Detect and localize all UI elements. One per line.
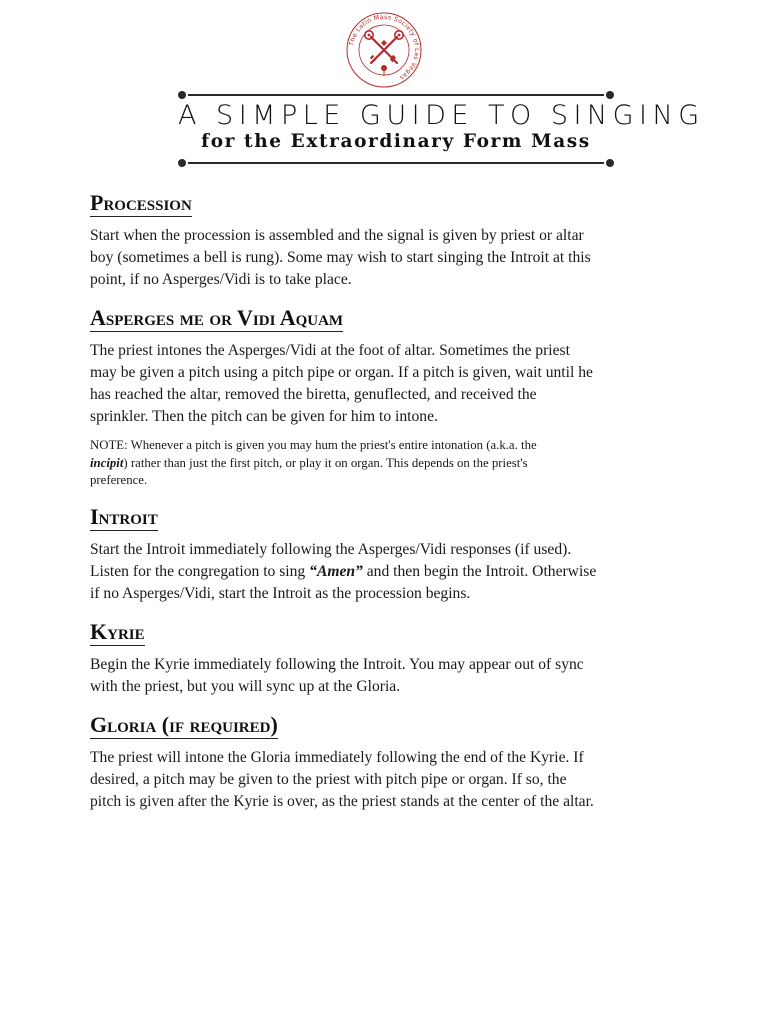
section-heading: Kyrie (90, 618, 145, 644)
section-asperges (90, 305, 690, 490)
body-line: boy (sometimes a bell is rung). Some may wish to start singing the Introit at this (90, 249, 591, 266)
note-line: ) rather than just the first pitch, or play it on organ. This depends on the priest's (123, 455, 528, 470)
body-line: may be given a pitch using a pitch pipe or organ. If a pitch is given, wait until he (90, 364, 593, 381)
crossed-keys-icon (344, 10, 424, 90)
title-banner (178, 88, 705, 170)
body-line: point, if no Asperges/Vidi is to take place. (90, 271, 352, 288)
note-paragraph (90, 437, 690, 490)
page-subtitle: for the Extraordinary Form Mass (201, 131, 591, 152)
guide-content (90, 190, 690, 827)
logo-ring-text: The Latin Mass Society of Las Vegas (348, 13, 421, 82)
body-line: Listen for the congregation to sing (90, 562, 310, 580)
banner-bottom-rule (188, 162, 604, 164)
note-line: preference. (90, 473, 148, 487)
section-heading: Gloria (if required) (90, 711, 278, 737)
section-body (90, 340, 690, 428)
section-body (90, 539, 690, 605)
banner-top-rule (188, 94, 604, 96)
body-line: and then begin the Introit. Otherwise (362, 562, 597, 580)
body-line: if no Asperges/Vidi, start the Introit as the procession begins. (90, 584, 471, 602)
section-body (90, 747, 690, 813)
body-line: desired, a pitch may be given to the priest with pitch pipe or organ. If so, the (90, 770, 567, 788)
body-line: The priest intones the Asperges/Vidi at the foot of altar. Sometimes the priest (90, 342, 570, 359)
body-line: sprinkler. Then the pitch can be given for him to intone. (90, 408, 438, 425)
section-heading: Introit (90, 503, 158, 529)
incipit-term: incipit (90, 455, 124, 470)
body-line: The priest will intone the Gloria immediately following the end of the Kyrie. If (90, 748, 584, 766)
latin-mass-society-logo (344, 10, 424, 90)
amen-term: “Amen” (309, 562, 363, 580)
body-line: with the priest, but you will sync up at the Gloria. (90, 677, 401, 695)
body-line: Start the Introit immediately following the Asperges/Vidi responses (if used). (90, 540, 572, 558)
section-heading: Asperges me or Vidi Aquam (90, 305, 344, 330)
section-body (90, 654, 690, 698)
body-line: Start when the procession is assembled and the signal is given by priest or altar (90, 227, 584, 244)
page-title: A SIMPLE GUIDE TO SINGING (178, 100, 705, 131)
section-kyrie (90, 619, 690, 698)
section-body (90, 225, 690, 291)
body-line: has reached the altar, removed the biretta, genuflected, and received the (90, 386, 537, 403)
section-introit (90, 504, 690, 605)
body-line: pitch is given after the Kyrie is over, as the priest stands at the center of the altar. (90, 792, 594, 810)
note-line: NOTE: Whenever a pitch is given you may hum the priest's entire intonation (a.k.a. the (90, 438, 537, 452)
section-gloria (90, 712, 690, 813)
body-line: Begin the Kyrie immediately following the Introit. You may appear out of sync (90, 655, 584, 673)
section-procession (90, 190, 690, 291)
section-heading: Procession (90, 190, 192, 215)
